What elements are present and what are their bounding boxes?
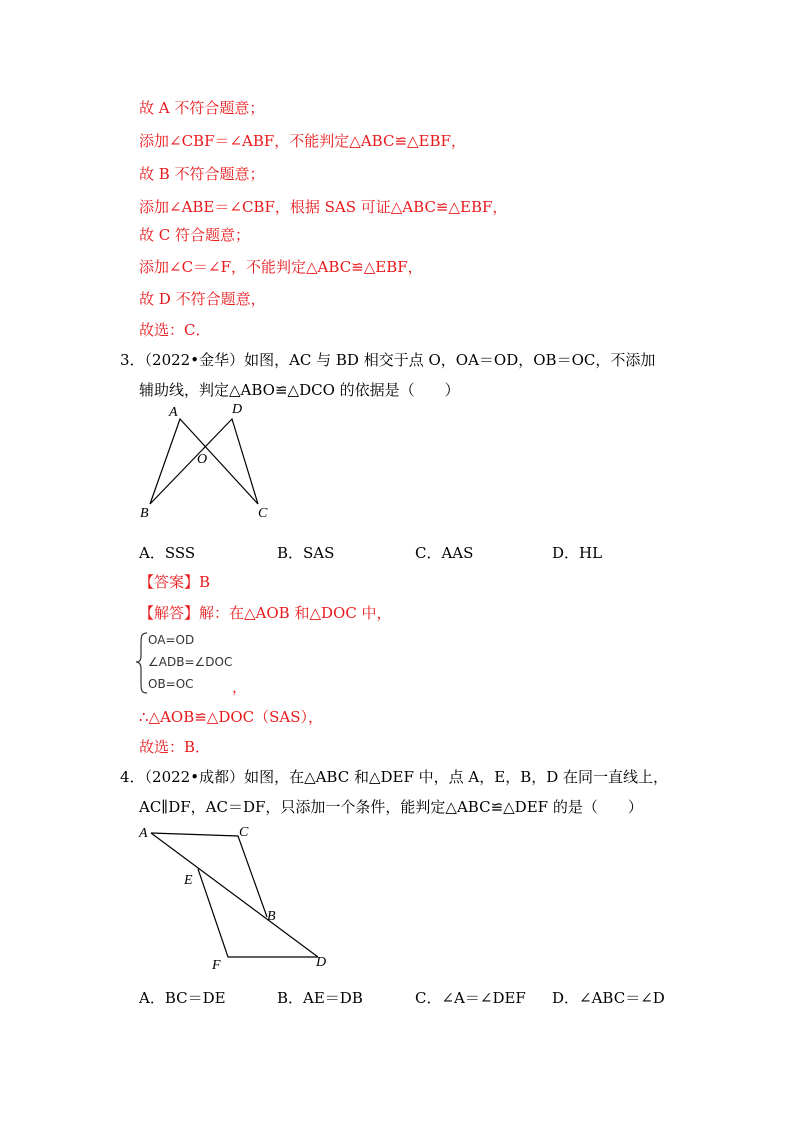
q4-label-b: B	[267, 909, 276, 924]
q3-label-o: O	[197, 452, 208, 467]
system-eq-2: ∠ADB=∠DOC	[148, 655, 233, 669]
prev-solution-line-5: 故 C 符合题意；	[139, 226, 251, 244]
q3-label-c: C	[258, 506, 268, 521]
prev-solution-line-4: 添加∠ABE＝∠CBF，根据 SAS 可证△ABC≌△EBF，	[139, 198, 508, 216]
prev-solution-line-2: 添加∠CBF＝∠ABF，不能判定△ABC≌△EBF，	[139, 132, 466, 150]
system-eq-1: OA=OD	[148, 633, 195, 647]
q4-option-b: B．AE＝DB	[277, 989, 363, 1007]
q3-solution-intro: 【解答】解：在△AOB 和△DOC 中，	[139, 604, 392, 622]
q4-label-f: F	[212, 958, 221, 973]
q3-option-c: C．AAS	[415, 544, 474, 562]
q3-choice: 故选：B．	[139, 738, 211, 756]
prev-solution-line-1: 故 A 不符合题意；	[139, 99, 265, 117]
q3-option-d: D．HL	[552, 544, 603, 562]
system-eq-3: OB=OC	[148, 677, 194, 691]
q3-label-a: A	[169, 405, 178, 420]
q4-option-a: A．BC＝DE	[139, 989, 226, 1007]
q4-option-d: D．∠ABC＝∠D	[552, 989, 665, 1007]
prev-solution-line-7: 故 D 不符合题意，	[139, 290, 266, 308]
prev-solution-line-6: 添加∠C＝∠F，不能判定△ABC≌△EBF，	[139, 258, 423, 276]
system-comma: ，	[232, 678, 248, 696]
q3-answer: 【答案】B	[139, 573, 211, 591]
q4-question-line-2: AC∥DF，AC＝DF，只添加一个条件，能判定△ABC≌△DEF 的是（ ）	[139, 798, 643, 816]
q4-label-d: D	[316, 955, 327, 970]
q3-question-line-1: 3．（2022•金华）如图，AC 与 BD 相交于点 O，OA＝OD，OB＝OC，不添加	[120, 351, 656, 369]
q3-option-a: A．SSS	[139, 544, 196, 562]
q3-label-b: B	[140, 506, 149, 521]
q4-label-a: A	[139, 826, 148, 841]
q3-conclusion: ∴△AOB≌△DOC（SAS），	[139, 708, 324, 726]
q3-label-d: D	[232, 402, 243, 417]
q4-label-e: E	[184, 873, 193, 888]
q4-option-c: C．∠A＝∠DEF	[415, 989, 526, 1007]
q4-question-line-1: 4．（2022•成都）如图，在△ABC 和△DEF 中，点 A，E，B，D 在同一直线上，	[120, 768, 669, 786]
q4-label-c: C	[239, 825, 249, 840]
q3-option-b: B．SAS	[277, 544, 335, 562]
q3-question-line-2: 辅助线，判定△ABO≌△DCO 的依据是（ ）	[139, 381, 460, 399]
prev-solution-choice: 故选：C．	[139, 321, 211, 339]
prev-solution-line-3: 故 B 不符合题意；	[139, 165, 265, 183]
